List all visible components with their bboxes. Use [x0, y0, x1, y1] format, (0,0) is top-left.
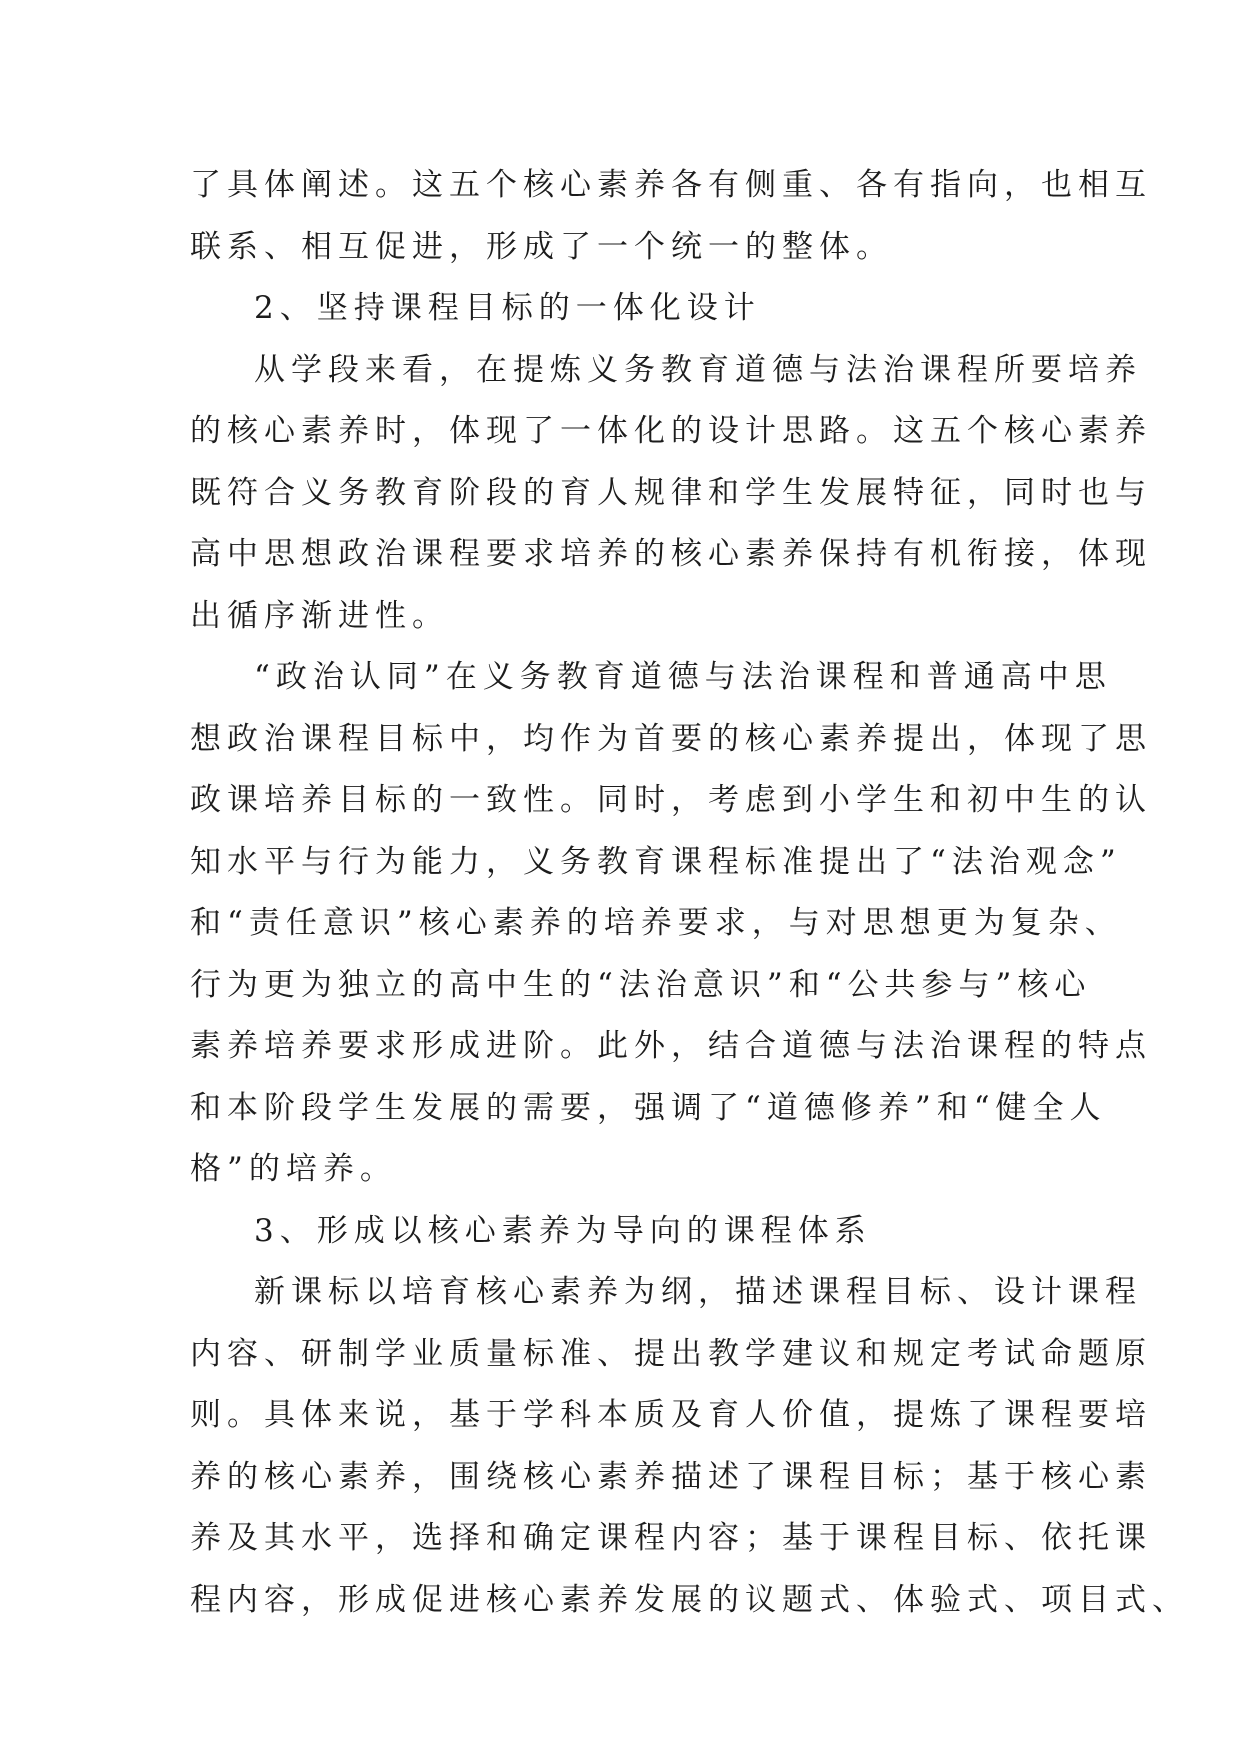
- text-line: 格”的培养。: [190, 1151, 397, 1187]
- text-line: 的核心素养时，体现了一体化的设计思路。这五个核心素养: [190, 413, 1152, 449]
- text-line: 养及其水平，选择和确定课程内容；基于课程目标、依托课: [190, 1520, 1152, 1556]
- text-line: 联系、相互促进，形成了一个统一的整体。: [190, 228, 893, 265]
- text-line: 了具体阐述。这五个核心素养各有侧重、各有指向，也相互: [190, 167, 1152, 203]
- text-line: 行为更为独立的高中生的“法治意识”和“公共参与”核心: [190, 966, 1092, 1003]
- text-line: 和本阶段学生发展的需要，强调了“道德修养”和“健全人: [190, 1089, 1107, 1126]
- text-line: 政课培养目标的一致性。同时，考虑到小学生和初中生的认: [190, 782, 1152, 818]
- text-line: 程内容，形成促进核心素养发展的议题式、体验式、项目式、: [190, 1581, 1189, 1618]
- text-line: 养的核心素养，围绕核心素养描述了课程目标；基于核心素: [190, 1458, 1152, 1495]
- text-line: “政治认同”在义务教育道德与法治课程和普通高中思: [254, 659, 1112, 695]
- text-line: 和“责任意识”核心素养的培养要求，与对思想更为复杂、: [190, 905, 1122, 941]
- text-line: 2、坚持课程目标的一体化设计: [254, 290, 761, 326]
- text-line: 知水平与行为能力，义务教育课程标准提出了“法治观念”: [190, 843, 1122, 880]
- text-line: 素养培养要求形成进阶。此外，结合道德与法治课程的特点: [190, 1028, 1152, 1064]
- text-line: 出循序渐进性。: [190, 597, 449, 634]
- body-text: [190, 155, 1189, 1631]
- text-line: 3、形成以核心素养为导向的课程体系: [254, 1212, 872, 1249]
- text-line: 新课标以培育核心素养为纲，描述课程目标、设计课程: [254, 1274, 1142, 1310]
- text-line: 内容、研制学业质量标准、提出教学建议和规定考试命题原: [190, 1335, 1152, 1372]
- text-line: 从学段来看，在提炼义务教育道德与法治课程所要培养: [254, 351, 1142, 388]
- text-line: 既符合义务教育阶段的育人规律和学生发展特征，同时也与: [190, 474, 1152, 511]
- text-line: 则。具体来说，基于学科本质及育人价值，提炼了课程要培: [190, 1397, 1152, 1433]
- text-line: 想政治课程目标中，均作为首要的核心素养提出，体现了思: [190, 720, 1152, 757]
- text-line: 高中思想政治课程要求培养的核心素养保持有机衔接，体现: [190, 536, 1152, 572]
